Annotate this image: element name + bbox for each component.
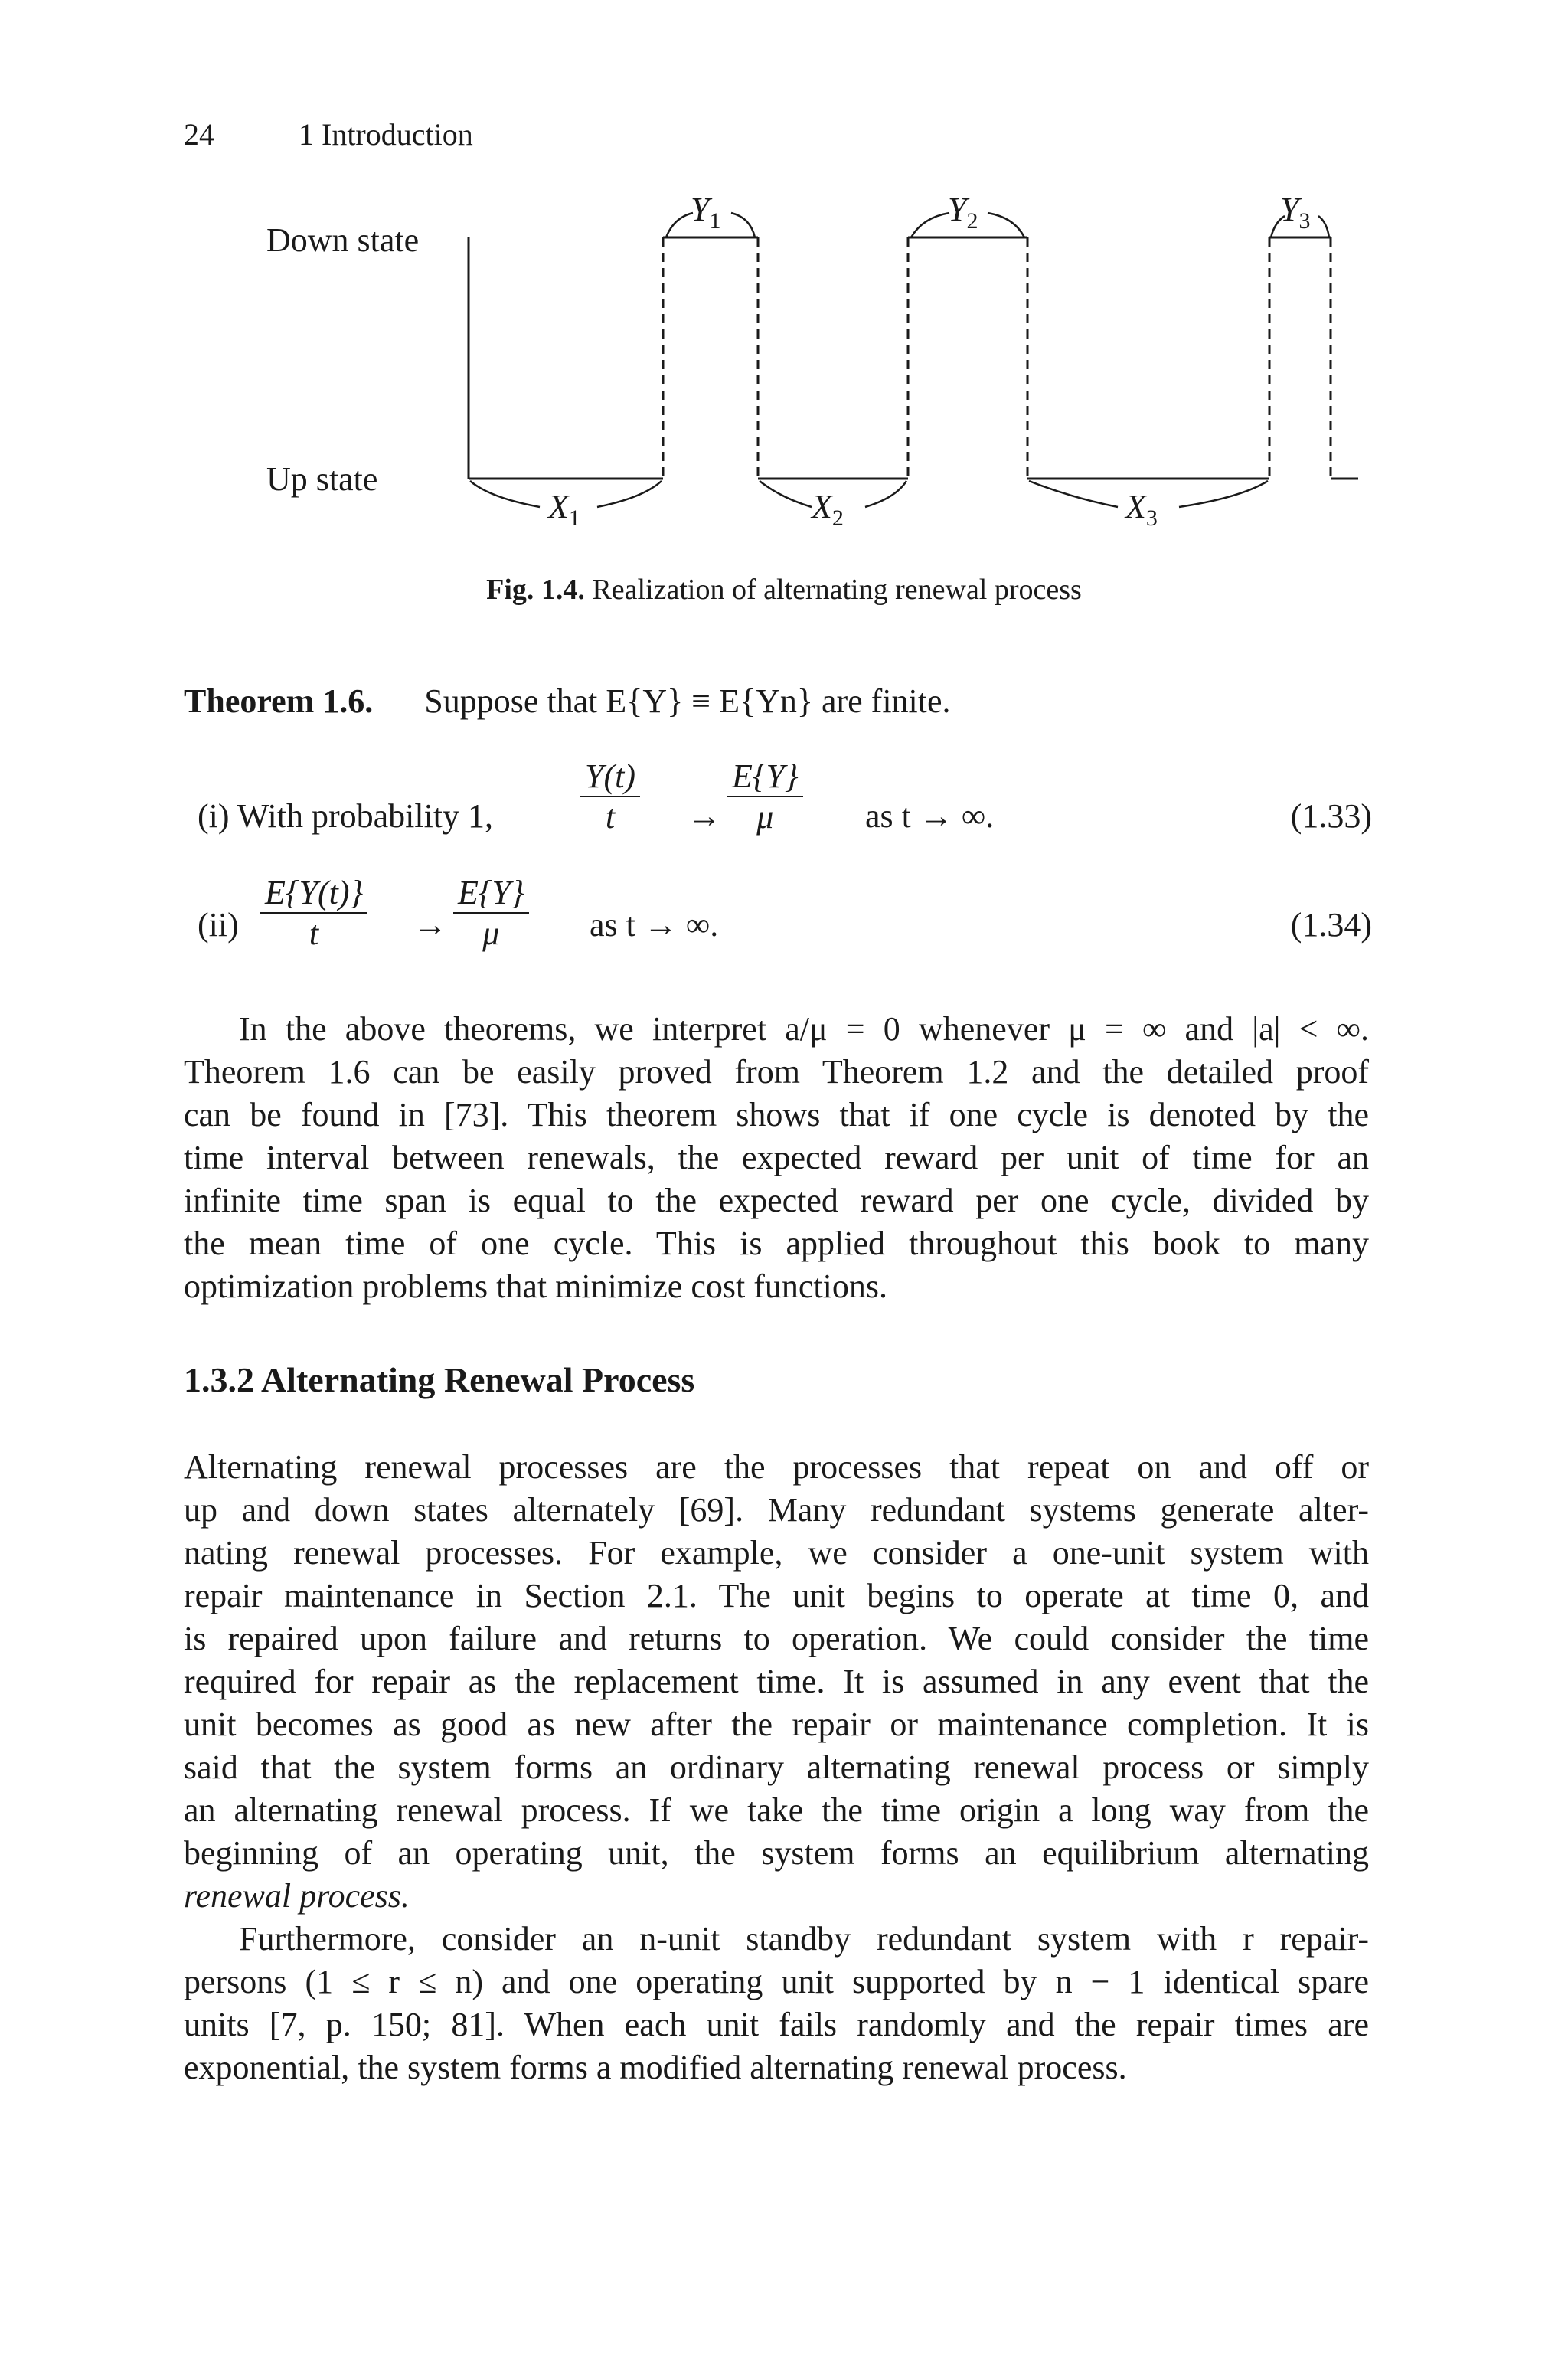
text-line: In the above theorems, we interpret a/μ = 0 whenever μ = ∞ and |a| < ∞. <box>239 1010 1369 1048</box>
y1-label: $Y_1$ <box>691 191 721 234</box>
text-line: persons (1 ≤ r ≤ n) and one operating unit supported by n − 1 identical spare <box>184 1963 1369 2000</box>
text-line: unit becomes as good as new after the repair or maintenance completion. It is <box>184 1706 1369 1743</box>
eq2-number: (1.34) <box>1290 906 1372 944</box>
eq2-lhs-denominator: t <box>260 912 368 953</box>
text-line: is repaired upon failure and returns to operation. We could consider the time <box>184 1620 1369 1657</box>
eq2-rhs-fraction <box>453 873 529 953</box>
text-line: Theorem 1.6 can be easily proved from Theorem 1.2 and the detailed proof <box>184 1053 1369 1091</box>
text-line: beginning of an operating unit, the system forms an equilibrium alternating <box>184 1834 1369 1872</box>
eq1-lhs-numerator: Y(t) <box>585 757 635 795</box>
figure-caption <box>0 573 1568 607</box>
text-line: infinite time span is equal to the expected reward per one cycle, divided by <box>184 1182 1369 1219</box>
section-title: 1.3.2 Alternating Renewal Process <box>184 1360 695 1399</box>
text-line: required for repair as the replacement time. It is assumed in any event that the <box>184 1663 1369 1700</box>
paragraph-standby-system <box>184 1918 1369 2089</box>
eq1-rhs-fraction <box>727 757 803 836</box>
figure-caption-label: Fig. 1.4. <box>486 574 585 606</box>
paragraph-alternating-renewal <box>184 1446 1369 1918</box>
up-state-label: Up state <box>266 460 378 498</box>
running-head: 1 Introduction <box>299 117 473 152</box>
eq1-number: (1.33) <box>1290 797 1372 835</box>
x3-label: $X_3$ <box>1125 488 1158 531</box>
text-line: nating renewal processes. For example, we consider a one-unit system with <box>184 1534 1369 1572</box>
text-line: Furthermore, consider an n-unit standby redundant system with r repair- <box>239 1920 1369 1958</box>
eq2-arrow: → <box>413 906 447 944</box>
x-brace-3 <box>1029 481 1268 507</box>
eq2-rhs-denominator: μ <box>453 912 529 953</box>
text-line: time interval between renewals, the expected reward per unit of time for an <box>184 1139 1369 1176</box>
eq2-lhs-fraction <box>260 873 368 953</box>
eq2-prefix: (ii) <box>198 906 239 944</box>
alternating-renewal-figure <box>0 0 1568 551</box>
paragraph-theorem-interpretation <box>184 1008 1369 1308</box>
x2-label: $X_2$ <box>812 488 844 531</box>
eq1-prefix: (i) With probability 1, <box>198 797 494 835</box>
text-line: up and down states alternately [69]. Many redundant systems generate alter- <box>184 1491 1369 1529</box>
theorem-statement <box>184 682 951 721</box>
eq2-lhs-numerator: E{Y(t)} <box>265 874 364 911</box>
text-line: renewal process. <box>184 1877 410 1915</box>
text-line: an alternating renewal process. If we take the time origin a long way from the <box>184 1791 1369 1829</box>
eq1-arrow: → <box>688 797 721 835</box>
y2-label: $Y_2$ <box>948 191 978 234</box>
eq2-suffix: as t → ∞. <box>590 906 719 944</box>
theorem-label: Theorem 1.6. <box>184 682 374 720</box>
text-line: can be found in [73]. This theorem shows that if one cycle is denoted by the <box>184 1096 1369 1133</box>
text-line: repair maintenance in Section 2.1. The unit begins to operate at time 0, and <box>184 1577 1369 1614</box>
text-line: Alternating renewal processes are the processes that repeat on and off or <box>184 1448 1369 1486</box>
eq1-lhs-denominator: t <box>580 796 640 836</box>
x1-label: $X_1$ <box>548 488 580 531</box>
y3-label: $Y_3$ <box>1280 191 1311 234</box>
figure-caption-text: Realization of alternating renewal process <box>592 574 1082 606</box>
text-line: the mean time of one cycle. This is applied throughout this book to many <box>184 1225 1369 1262</box>
eq1-rhs-denominator: μ <box>727 796 803 836</box>
eq1-lhs-fraction <box>580 757 640 836</box>
eq2-rhs-numerator: E{Y} <box>458 874 524 911</box>
page-number: 24 <box>184 117 214 152</box>
down-state-label: Down state <box>266 221 420 259</box>
eq1-suffix: as t → ∞. <box>865 797 995 835</box>
theorem-text: Suppose that E{Y} ≡ E{Yn} are finite. <box>424 682 951 720</box>
text-line: exponential, the system forms a modified alternating renewal process. <box>184 2049 1127 2086</box>
eq1-rhs-numerator: E{Y} <box>732 757 799 795</box>
x-brace-2 <box>760 481 906 507</box>
text-line: units [7, p. 150; 81]. When each unit fails randomly and the repair times are <box>184 2006 1369 2043</box>
text-line: said that the system forms an ordinary alternating renewal process or simply <box>184 1748 1369 1786</box>
text-line: optimization problems that minimize cost functions. <box>184 1267 887 1305</box>
